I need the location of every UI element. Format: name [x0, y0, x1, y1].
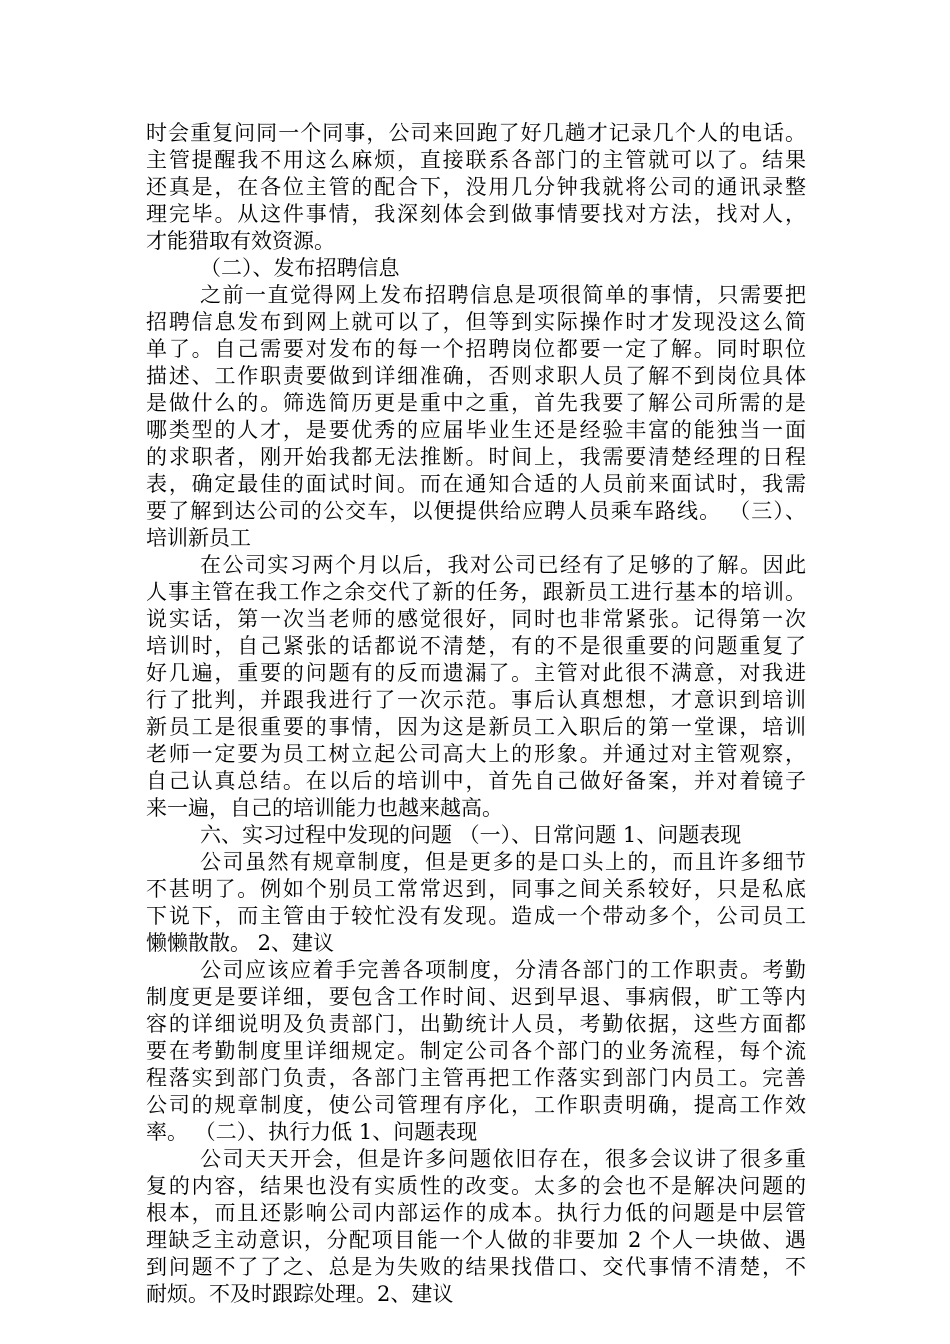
text-line: 公司应该应着手完善各项制度，分清各部门的工作职责。考勤: [200, 958, 806, 982]
text-line: 新员工是很重要的事情，因为这是新员工入职后的第一堂课，培训: [146, 715, 806, 739]
text-line: 单了。自己需要对发布的每一个招聘岗位都要一定了解。同时职位: [146, 337, 806, 361]
text-line: 自己认真总结。在以后的培训中，首先自己做好备案，并对着镜子: [146, 769, 806, 793]
text-line: 根本，而且还影响公司内部运作的成本。执行力低的问题是中层管: [146, 1201, 806, 1225]
text-line: 培训时，自己紧张的话都说不清楚，有的不是很重要的问题重复了: [146, 634, 806, 658]
text-line: 才能猎取有效资源。: [146, 229, 335, 253]
text-line: 复的内容，结果也没有实质性的改变。太多的会也不是解决问题的: [146, 1174, 806, 1198]
text-line: 耐烦。不及时跟踪处理。2、建议: [146, 1282, 454, 1306]
text-line: 来一遍，自己的培训能力也越来越高。: [146, 796, 503, 820]
text-line: 制度更是要详细，要包含工作时间、迟到早退、事病假，旷工等内: [146, 985, 806, 1009]
text-line: 培训新员工: [146, 526, 251, 550]
text-line: 要在考勤制度里详细规定。制定公司各个部门的业务流程，每个流: [146, 1039, 806, 1063]
text-line: 在公司实习两个月以后，我对公司已经有了足够的了解。因此: [200, 553, 806, 577]
text-line: 是做什么的。筛选简历更是重中之重，首先我要了解公司所需的是: [146, 391, 806, 415]
text-line: 人事主管在我工作之余交代了新的任务，跟新员工进行基本的培训。: [146, 580, 806, 604]
text-line: 还真是，在各位主管的配合下，没用几分钟我就将公司的通讯录整: [146, 175, 806, 199]
text-line: 程落实到部门负责，各部门主管再把工作落实到部门内员工。完善: [146, 1066, 806, 1090]
text-line: 老师一定要为员工树立起公司高大上的形象。并通过对主管观察，: [146, 742, 806, 766]
text-line: 容的详细说明及负责部门，出勤统计人员，考勤依据，这些方面都: [146, 1012, 806, 1036]
text-line: 要了解到达公司的公交车，以便提供给应聘人员乘车路线。 （三）、: [146, 499, 806, 523]
text-line: 公司的规章制度，使公司管理有序化，工作职责明确，提高工作效: [146, 1093, 806, 1117]
text-line: 表，确定最佳的面试时间。而在通知合适的人员前来面试时，我需: [146, 472, 806, 496]
text-line: 到问题不了了之、总是为失败的结果找借口、交代事情不清楚，不: [146, 1255, 806, 1279]
text-line: 之前一直觉得网上发布招聘信息是项很简单的事情，只需要把: [200, 283, 806, 307]
text-line: 理完毕。从这件事情，我深刻体会到做事情要找对方法，找对人，: [146, 202, 806, 226]
text-line: 公司虽然有规章制度，但是更多的是口头上的，而且许多细节: [200, 850, 806, 874]
text-line: 下说下，而主管由于较忙没有发现。造成一个带动多个，公司员工: [146, 904, 806, 928]
text-line: 时会重复问同一个同事，公司来回跑了好几趟才记录几个人的电话。: [146, 121, 806, 145]
text-line: （二）、发布招聘信息: [200, 256, 400, 280]
text-line: 好几遍，重要的问题有的反而遗漏了。主管对此很不满意，对我进: [146, 661, 806, 685]
text-line: 率。 （二）、执行力低 1、问题表现: [146, 1120, 478, 1144]
text-line: 不甚明了。例如个别员工常常迟到，同事之间关系较好，只是私底: [146, 877, 806, 901]
text-line: 描述、工作职责要做到详细准确，否则求职人员了解不到岗位具体: [146, 364, 806, 388]
text-line: 理缺乏主动意识，分配项目能一个人做的非要加 2 个人一块做、遇: [146, 1228, 806, 1252]
text-line: 说实话，第一次当老师的感觉很好，同时也非常紧张。记得第一次: [146, 607, 806, 631]
text-line: 的求职者，刚开始我都无法推断。时间上，我需要清楚经理的日程: [146, 445, 806, 469]
text-line: 主管提醒我不用这么麻烦，直接联系各部门的主管就可以了。结果: [146, 148, 806, 172]
text-line: 招聘信息发布到网上就可以了，但等到实际操作时才发现没这么简: [146, 310, 806, 334]
text-line: 懒懒散散。 2、建议: [146, 931, 335, 955]
text-line: 公司天天开会，但是许多问题依旧存在，很多会议讲了很多重: [200, 1147, 806, 1171]
document-body: [146, 120, 806, 1308]
text-line: 哪类型的人才，是要优秀的应届毕业生还是经验丰富的能独当一面: [146, 418, 806, 442]
text-line: 行了批判，并跟我进行了一次示范。事后认真想想，才意识到培训: [146, 688, 806, 712]
text-line: 六、实习过程中发现的问题 （一）、日常问题 1、问题表现: [200, 823, 742, 847]
